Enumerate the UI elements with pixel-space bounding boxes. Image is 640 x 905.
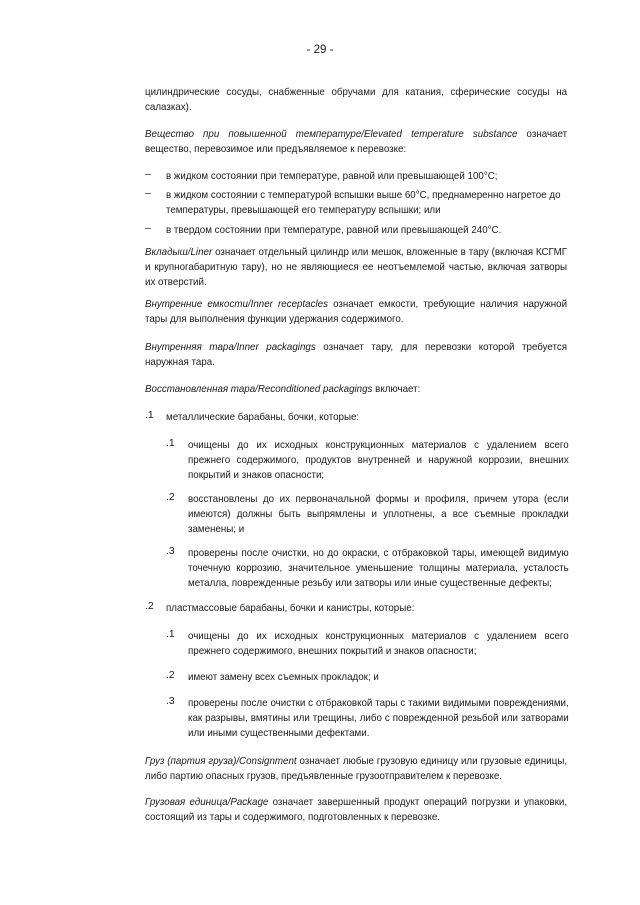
elevated-bullet-3: в твердом состоянии при температуре, равной или превышающей 240°C. <box>166 225 502 236</box>
definition-text: включает: <box>372 384 421 395</box>
list-number: .3 <box>166 546 175 557</box>
definition-term: Груз (партия груза)/Consignment <box>145 756 297 767</box>
bullet-dash: – <box>145 169 151 180</box>
elevated-bullet-2: в жидком состоянии с температурой вспышки выше 60°C, преднамеренно нагретое до температуры, превышающей его температуру вспышки; или <box>166 190 561 216</box>
definition-text: означает завершенный продукт операций погрузки и упаковки, состоящий из тары и содержимого, подготовленных к перевозке. <box>145 797 568 823</box>
definition-term: Внутренние емкости/Inner receptacles <box>145 299 328 310</box>
page-number: - 29 - <box>306 44 334 56</box>
list-item: очищены до их исходных конструкционных материалов с удалением всего прежнего содержимого, внешних покрытий и знаков опасности; <box>188 631 569 657</box>
definition-text: означает вещество, перевозимое или предъявляемое к перевозке: <box>145 129 568 155</box>
list-item: проверены после очистки, но до окраски, с отбраковкой тары, имеющей видимую точечную коррозию, значительное уменьшение толщины материала, усталость металла, поврежденные резьбу или затворы или иные существенные дефекты; <box>188 548 569 589</box>
definition-text: означает любые грузовую единицу или грузовые единицы, либо партию опасных грузов, предъявленные грузоотправителем к перевозке. <box>145 756 568 782</box>
definition-package <box>145 795 567 825</box>
group-label: пластмассовые барабаны, бочки и канистры, которые: <box>166 603 415 614</box>
bullet-dash: – <box>145 223 151 234</box>
definition-elevated-temperature <box>145 127 567 157</box>
definition-term: Грузовая единица/Package <box>145 797 269 808</box>
list-item: проверены после очистки с отбраковкой тары с такими видимыми повреждениями, как разрывы, вмятины или трещины, либо с поврежденной резьбой или затворами или иными существенными дефектами. <box>188 698 569 739</box>
list-number: .1 <box>166 629 175 640</box>
bullet-dash: – <box>145 188 151 199</box>
definition-term: Вещество при повышенной температуре/Elevated temperature substance <box>145 129 518 140</box>
definition-term: Внутренняя тара/Inner packagings <box>145 342 316 353</box>
intro-continuation: цилиндрические сосуды, снабженные обручами для катания, сферические сосуды на салазках). <box>145 87 568 113</box>
list-item: имеют замену всех съемных прокладок; и <box>188 672 379 683</box>
list-number: .2 <box>166 670 175 681</box>
definition-liner <box>145 245 567 290</box>
elevated-bullet-1: в жидком состоянии при температуре, равной или превышающей 100°C; <box>166 171 498 182</box>
definition-inner-receptacles <box>145 297 567 327</box>
definition-consignment <box>145 754 567 784</box>
definition-inner-packagings <box>145 340 567 370</box>
list-number: .3 <box>166 696 175 707</box>
list-number: .2 <box>145 601 154 612</box>
definition-term: Восстановленная тара/Reconditioned packagings <box>145 384 373 395</box>
list-number: .2 <box>166 492 175 503</box>
group-label: металлические барабаны, бочки, которые: <box>166 412 360 423</box>
list-number: .1 <box>166 438 175 449</box>
list-item: очищены до их исходных конструкционных материалов с удалением всего прежнего содержимого, продуктов внутренней и наружной коррозии, внешних покрытий и знаков опасности; <box>188 440 569 481</box>
list-number: .1 <box>145 410 154 421</box>
definition-term: Вкладыш/Liner <box>145 247 213 258</box>
definition-text: означает тару, для перевозки которой требуется наружная тара. <box>145 342 568 368</box>
definition-text: означает отдельный цилиндр или мешок, вложенные в тару (включая КСГМГ и крупногабаритную тару), но не являющиеся ее неотъемлемой частью, включая затворы их отверстий. <box>145 247 568 288</box>
definition-text: означает емкости, требующие наличия наружной тары для выполнения функции удержания содержимого. <box>145 299 568 325</box>
list-item: восстановлены до их первоначальной формы и профиля, причем утора (если имеются) должны быть выпрямлены и уплотнены, а все съемные прокладки заменены; и <box>188 494 569 535</box>
definition-reconditioned <box>145 382 567 397</box>
